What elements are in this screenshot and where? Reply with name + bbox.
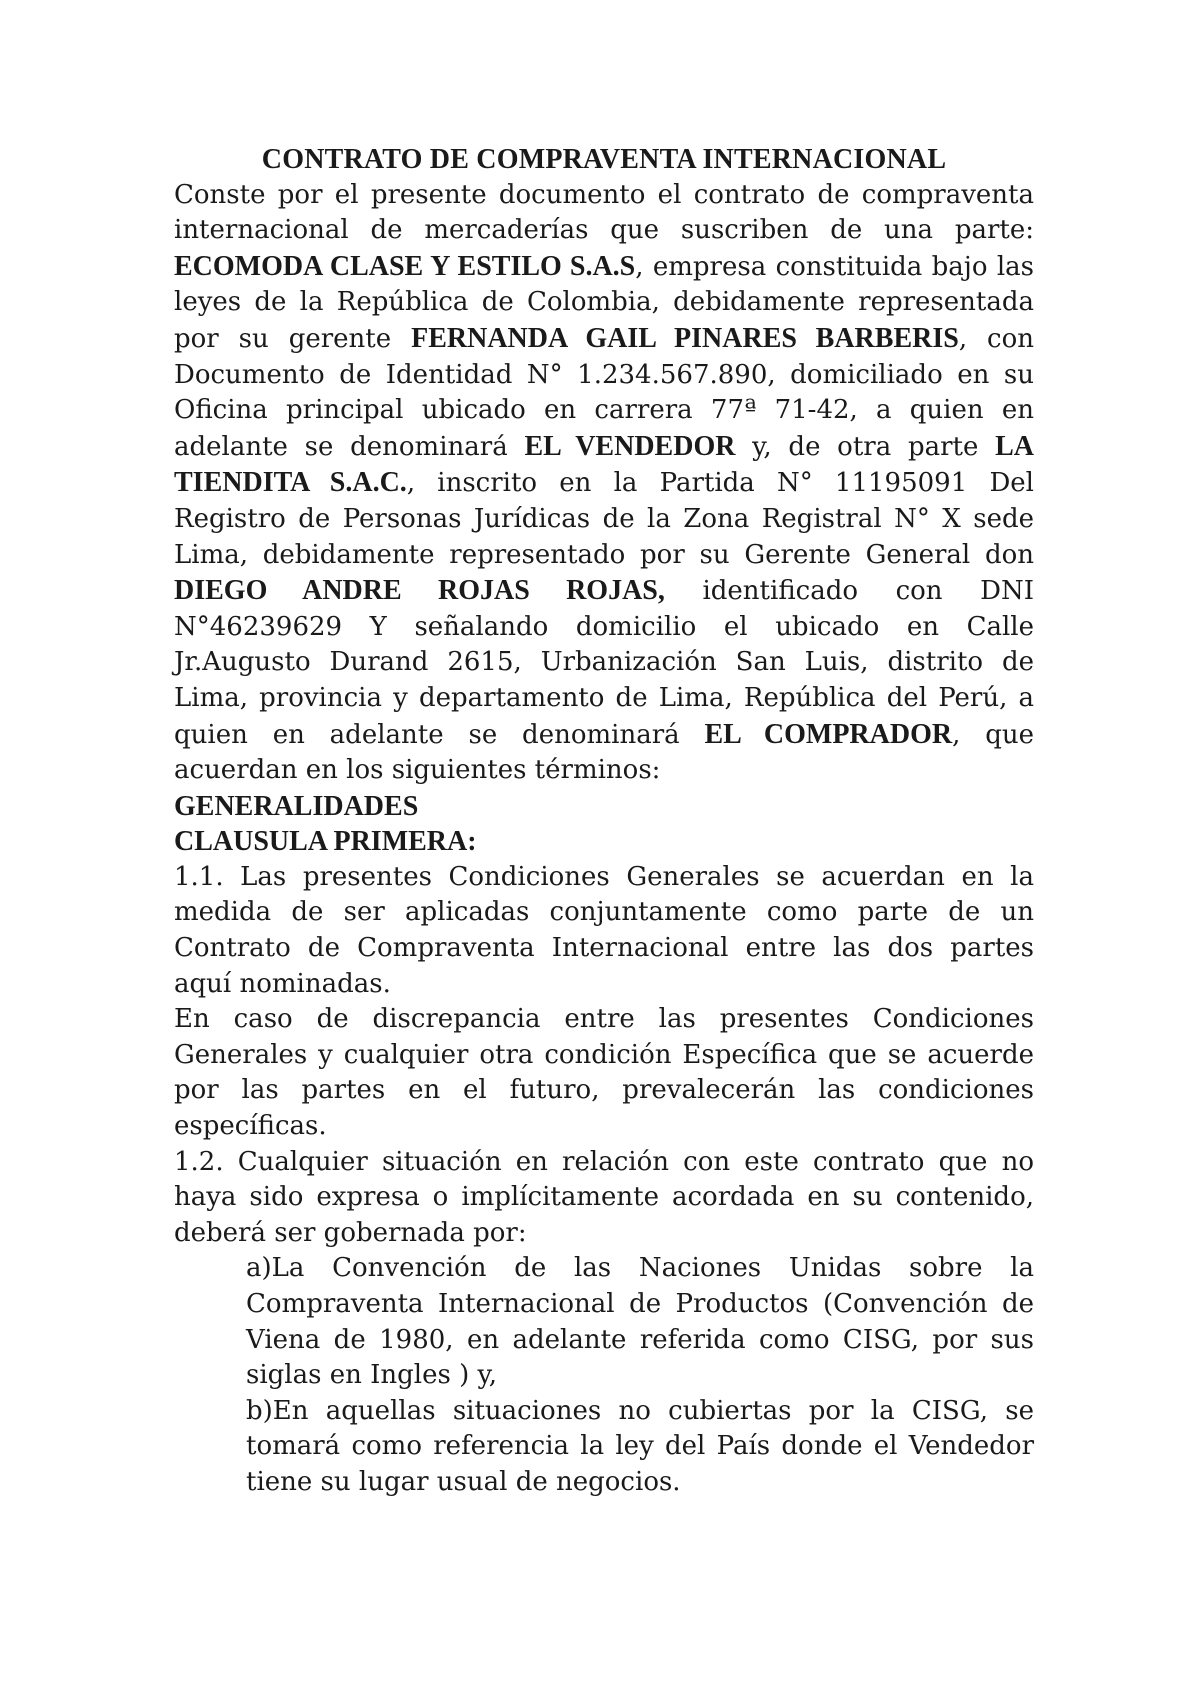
intro-text: , empresa constituida bajo las leyes de la República de Colombia, debidamente representada por su gerente xyxy=(174,251,1034,354)
intro-text: , inscrito en la Partida N° 11195091 Del Registro de Personas Jurídicas de la Zona Registral N° X sede Lima, debidamente representado por su Gerente General don xyxy=(174,468,1034,570)
buyer-role: EL COMPRADOR xyxy=(704,718,953,750)
document-body xyxy=(174,142,1034,1501)
clause-heading: CLAUSULA PRIMERA: xyxy=(174,826,477,858)
intro-text: Conste por el presente documento el contrato de compraventa internacional de mercaderías que suscriben de una parte: xyxy=(174,179,1034,246)
seller-role: EL VENDEDOR xyxy=(524,430,736,462)
intro-text: y, de otra parte xyxy=(735,431,996,462)
intro-text: , que acuerdan en los siguientes términos: xyxy=(174,719,1034,786)
seller-company-name: ECOMODA CLASE Y ESTILO S.A.S xyxy=(174,250,636,282)
intro-paragraph xyxy=(174,178,1034,789)
section-heading-generalidades: GENERALIDADES xyxy=(174,790,419,822)
buyer-company-name: LA TIENDITA S.A.C. xyxy=(174,430,1034,499)
clause-1-1: 1.1. Las presentes Condiciones Generales se acuerdan en la medida de ser aplicadas conjuntamente como parte de un Contrato de Compraventa Internacional entre las dos partes aquí nominadas. xyxy=(174,861,1034,999)
buyer-representative-name: DIEGO ANDRE ROJAS ROJAS, xyxy=(174,575,665,607)
list-item-a: a)La Convención de las Naciones Unidas sobre la Compraventa Internacional de Productos (Convención de Viena de 1980, en adelante referida como CISG, por sus siglas en Ingles ) y, xyxy=(246,1253,1034,1391)
clause-1-2: 1.2. Cualquier situación en relación con este contrato que no haya sido expresa o implícitamente acordada en su contenido, deberá ser gobernada por: xyxy=(174,1146,1034,1248)
intro-text: identificado con DNI N°46239629 Y señalando domicilio el ubicado en Calle Jr.Augusto Durand 2615, Urbanización San Luis, distrito de Lima, provincia y departamento de Lima, República del Perú, a quien en adelante se denominará xyxy=(174,576,1034,750)
intro-text: , con Documento de Identidad N° 1.234.567.890, domiciliado en su Oficina principal ubicado en carrera 77ª 71-42, a quien en adelante se denominará xyxy=(174,323,1034,462)
document-title: CONTRATO DE COMPRAVENTA INTERNACIONAL xyxy=(261,144,947,175)
list-item-b: b)En aquellas situaciones no cubiertas por la CISG, se tomará como referencia la ley del País donde el Vendedor tiene su lugar usual de negocios. xyxy=(246,1395,1034,1497)
discrepancy-paragraph: En caso de discrepancia entre las presentes Condiciones Generales y cualquier otra condición Específica que se acuerde por las partes en el futuro, prevalecerán las condiciones específicas. xyxy=(174,1004,1034,1142)
seller-representative-name: FERNANDA GAIL PINARES BARBERIS xyxy=(411,322,959,354)
